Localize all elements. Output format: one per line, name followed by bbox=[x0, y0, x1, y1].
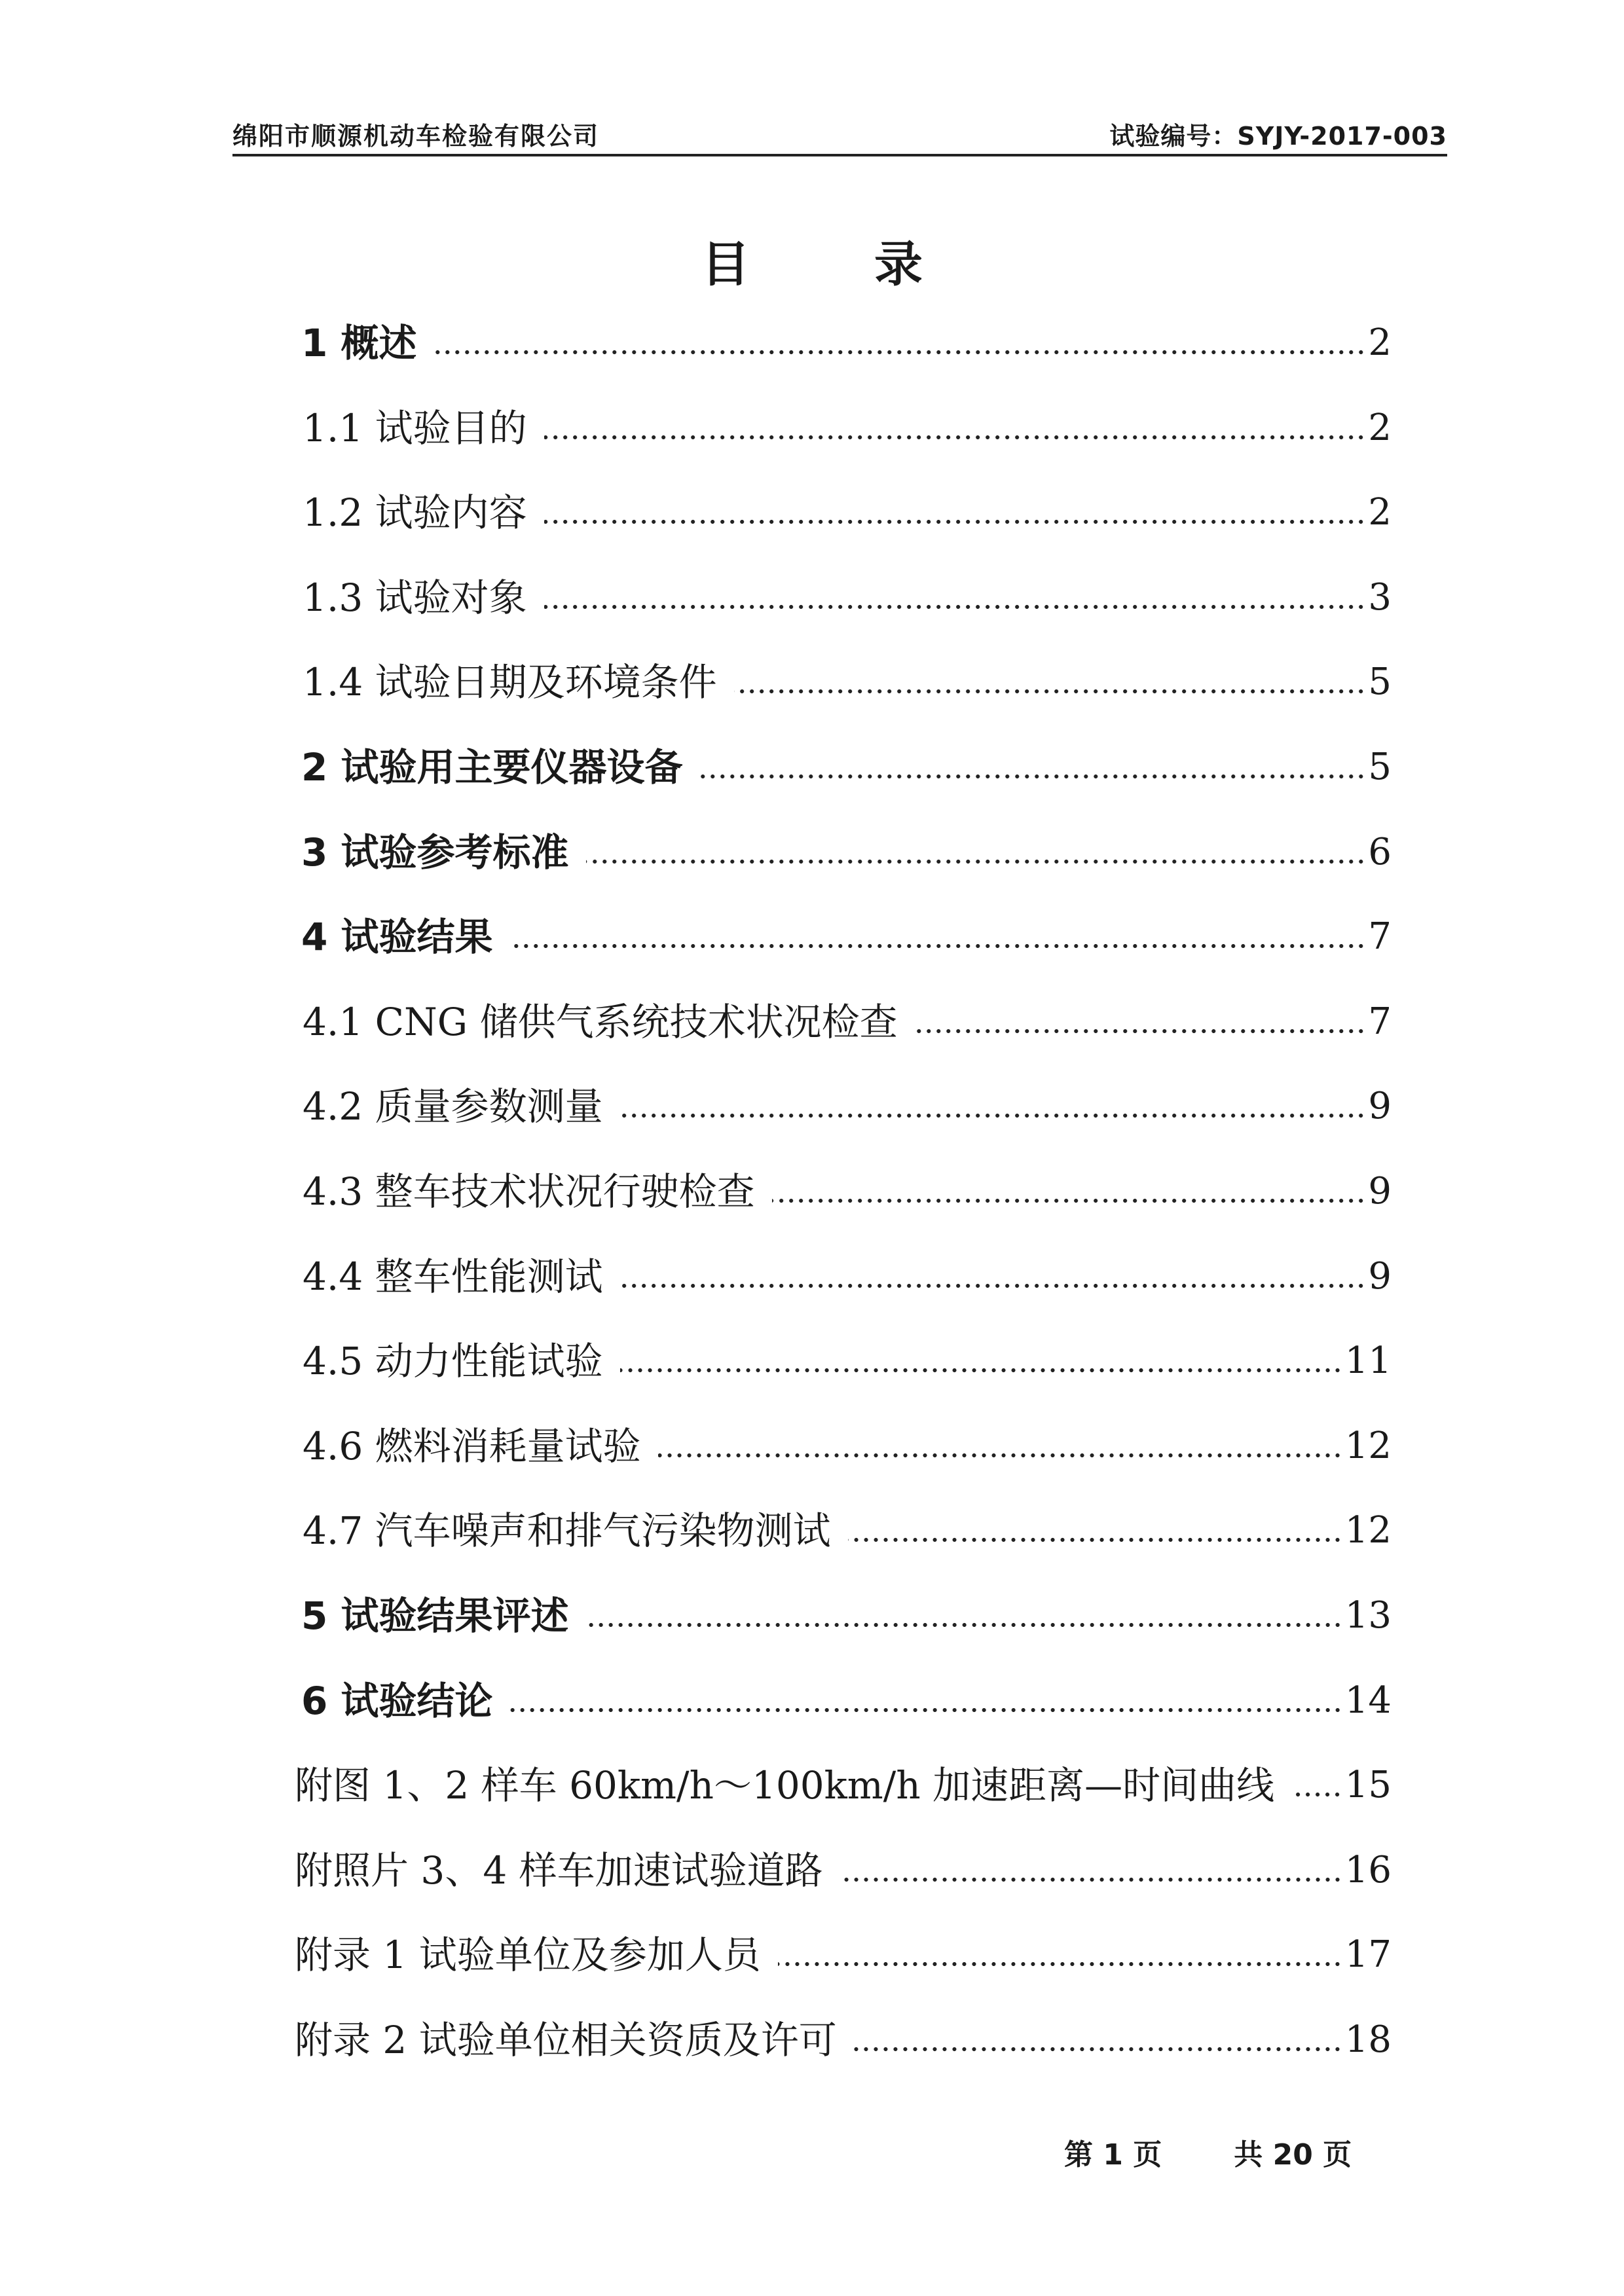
toc-entry bbox=[303, 1248, 1392, 1300]
toc-entry-page: 18 bbox=[1344, 2018, 1392, 2061]
toc-leader-dots bbox=[700, 774, 1366, 779]
toc-entry-label: 3 试验参考标准 bbox=[301, 830, 569, 875]
toc-entry bbox=[301, 314, 1392, 367]
toc-entry-page: 9 bbox=[1368, 1170, 1392, 1212]
toc-leader-dots bbox=[620, 1368, 1342, 1373]
toc-entry-label: 4.4 整车性能测试 bbox=[303, 1254, 603, 1299]
toc-entry-label: 1.2 试验内容 bbox=[303, 490, 527, 535]
toc-entry bbox=[301, 1672, 1392, 1724]
toc-leader-dots bbox=[510, 1707, 1342, 1713]
toc-leader-dots bbox=[510, 943, 1366, 949]
toc-entry bbox=[303, 1078, 1392, 1130]
toc-leader-dots bbox=[854, 2047, 1342, 2052]
toc-leader-dots bbox=[840, 1877, 1342, 1882]
toc-entry-label: 6 试验结论 bbox=[301, 1679, 493, 1723]
toc-entry-page: 12 bbox=[1344, 1509, 1392, 1552]
toc-entry bbox=[303, 1163, 1392, 1215]
toc-entry-label: 附照片 3、4 样车加速试验道路 bbox=[295, 1848, 823, 1893]
toc-entry-page: 2 bbox=[1368, 321, 1392, 364]
toc-entry-page: 5 bbox=[1368, 661, 1392, 703]
toc-entry-label: 4.5 动力性能试验 bbox=[303, 1339, 603, 1383]
toc-entry-page: 7 bbox=[1368, 915, 1392, 958]
toc-entry bbox=[303, 569, 1392, 621]
toc-leader-dots bbox=[848, 1537, 1342, 1542]
toc-entry-page: 14 bbox=[1344, 1679, 1392, 1722]
toc-leader-dots bbox=[778, 1961, 1342, 1967]
toc-leader-dots bbox=[915, 1029, 1366, 1034]
toc-entry bbox=[303, 1332, 1392, 1385]
toc-leader-dots bbox=[658, 1453, 1342, 1458]
toc-entry-page: 5 bbox=[1368, 746, 1392, 788]
toc-entry bbox=[295, 1842, 1392, 1894]
toc-leader-dots bbox=[544, 604, 1366, 610]
toc-entry bbox=[303, 399, 1392, 452]
toc-entry-page: 13 bbox=[1344, 1594, 1392, 1637]
toc-entry-page: 16 bbox=[1344, 1849, 1392, 1891]
toc-entry-label: 附录 1 试验单位及参加人员 bbox=[295, 1933, 761, 1977]
toc-entry-label: 4.6 燃料消耗量试验 bbox=[303, 1424, 641, 1468]
toc-entry-page: 9 bbox=[1368, 1085, 1392, 1127]
toc-entry bbox=[295, 1926, 1392, 1978]
toc-entry-page: 6 bbox=[1368, 831, 1392, 873]
toc-entry bbox=[303, 1502, 1392, 1554]
toc-entry-label: 4.3 整车技术状况行驶检查 bbox=[303, 1169, 755, 1214]
toc-entry bbox=[303, 1417, 1392, 1470]
title-char-1: 目 bbox=[701, 236, 750, 293]
toc-entry-page: 3 bbox=[1368, 576, 1392, 619]
toc-entry-label: 1.4 试验日期及环境条件 bbox=[303, 660, 717, 704]
report-code: 试验编号：SYJY-2017-003 bbox=[1109, 122, 1447, 151]
toc-leader-dots bbox=[620, 1113, 1366, 1118]
toc-leader-dots bbox=[586, 1622, 1342, 1628]
toc-entry-page: 9 bbox=[1368, 1255, 1392, 1298]
toc-entry-page: 2 bbox=[1368, 491, 1392, 534]
toc-entry bbox=[295, 2011, 1392, 2064]
page-footer bbox=[1064, 2131, 1352, 2173]
toc-entry-label: 1.3 试验对象 bbox=[303, 575, 527, 620]
toc-leader-dots bbox=[586, 859, 1366, 864]
toc-leader-dots bbox=[1291, 1792, 1342, 1797]
toc-leader-dots bbox=[772, 1198, 1366, 1203]
toc-leader-dots bbox=[620, 1283, 1366, 1288]
toc-entry bbox=[301, 738, 1392, 791]
toc-entry-label: 1.1 试验目的 bbox=[303, 406, 527, 450]
toc-entry bbox=[303, 653, 1392, 706]
toc-leader-dots bbox=[434, 350, 1366, 355]
toc-entry-label: 4.1 CNG 储供气系统技术状况检查 bbox=[303, 1000, 898, 1044]
total-pages: 共 20 页 bbox=[1234, 2138, 1352, 2172]
toc-entry-page: 11 bbox=[1344, 1339, 1392, 1382]
toc-entry-label: 4.7 汽车噪声和排气污染物测试 bbox=[303, 1508, 831, 1553]
toc-entry-label: 附录 2 试验单位相关资质及许可 bbox=[295, 2018, 837, 2062]
toc-entry-label: 1 概述 bbox=[301, 321, 417, 365]
toc-entry-page: 17 bbox=[1344, 1933, 1392, 1976]
toc-entry bbox=[301, 824, 1392, 876]
toc-entry-page: 12 bbox=[1344, 1425, 1392, 1467]
toc-entry bbox=[301, 1587, 1392, 1639]
toc-entry-page: 2 bbox=[1368, 407, 1392, 449]
toc-entry-label: 5 试验结果评述 bbox=[301, 1594, 569, 1638]
toc-entry-label: 附图 1、2 样车 60km/h～100km/h 加速距离—时间曲线 bbox=[295, 1763, 1275, 1808]
toc-entry-label: 4.2 质量参数测量 bbox=[303, 1084, 603, 1129]
toc-entry-label: 2 试验用主要仪器设备 bbox=[301, 745, 683, 790]
company-name: 绵阳市顺源机动车检验有限公司 bbox=[232, 122, 600, 151]
current-page: 第 1 页 bbox=[1064, 2138, 1162, 2172]
toc-entry-page: 7 bbox=[1368, 1000, 1392, 1043]
toc-entry bbox=[303, 993, 1392, 1046]
toc-leader-dots bbox=[734, 689, 1366, 694]
title-char-2: 录 bbox=[874, 236, 923, 293]
toc-entry bbox=[301, 908, 1392, 960]
toc-entry bbox=[295, 1757, 1392, 1809]
toc-entry-label: 4 试验结果 bbox=[301, 915, 493, 959]
toc-entry bbox=[303, 484, 1392, 536]
toc-leader-dots bbox=[544, 519, 1366, 524]
toc-leader-dots bbox=[544, 435, 1366, 440]
toc-entry-page: 15 bbox=[1344, 1764, 1392, 1806]
